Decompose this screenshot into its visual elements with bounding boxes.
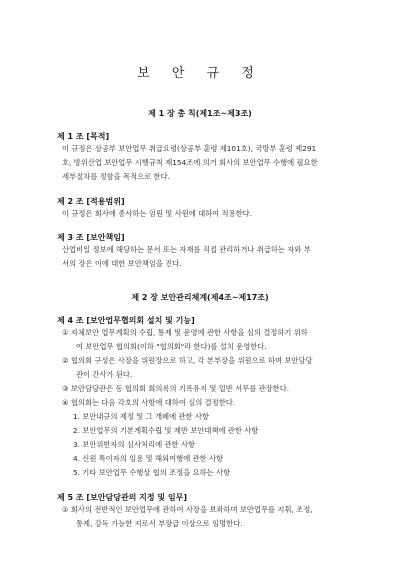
article-2-heading: 제 2 조 [적용범위] (57, 197, 125, 206)
article-4-item: 2. 보안업무의 기본계획수립 및 제반 보안대책에 관한 사항 (73, 426, 259, 435)
article-5-line: ① 회사의 전반적인 보안업무에 관하여 사장을 보좌하며 보안업무를 지휘, 조정, (62, 505, 313, 514)
article-4-item: 5. 기타 보안업무 수행상 협의 조정을 요하는 사항 (73, 468, 231, 477)
article-4-item: 1. 보안내규의 제정 및 그 개폐에 관한 사항 (73, 412, 209, 421)
article-3-line: 서의 장은 이에 대한 보안책임을 진다. (62, 259, 182, 268)
article-4-item: 4. 신원 특이자의 임용 및 해외여행에 관한 사항 (73, 454, 224, 463)
document-title: 보 안 규 정 (137, 66, 263, 81)
article-4-item: 3. 보안위반자의 심사처리에 관한 사항 (73, 440, 195, 449)
article-1-line: 이 규정은 상공부 보안업무 취급요령(상공부 훈령 제101호), 국방부 훈령 제291 (62, 144, 317, 153)
article-1-line: 호, 방위산업 보안업무 시행규칙 제154조에 의거 회사의 보안업무 수행에 필요한 (62, 158, 318, 167)
article-4-line: 관이 간사가 된다. (76, 370, 133, 379)
article-3-heading: 제 3 조 [보안책임] (57, 233, 125, 242)
article-1-heading: 제 1 조 [목적] (57, 132, 110, 141)
chapter-1-heading: 제 1 장 총 칙(제1조~제3조) (148, 109, 252, 118)
article-4-line: ② 협의회 구성은 사장을 위원장으로 하고, 각 본부장을 위원으로 하며 보안담당 (62, 356, 313, 365)
article-5-line: 통제, 감독 가능한 지로서 부장급 이상으로 임명한다. (76, 519, 243, 528)
article-1-line: 세부절차를 정함을 목적으로 한다. (62, 172, 170, 181)
article-4-heading: 제 4 조 [보안업무협의회 설치 및 기능] (57, 316, 195, 325)
article-3-line: 산업비밀 정보에 해당하는 문서 또는 자재를 직접 관리하거나 취급하는 자와 부 (62, 245, 311, 254)
chapter-2-heading: 제 2 장 보안관리체계(제4조~제17조) (131, 293, 269, 302)
article-4-line: ① 자체보안 업무계획의 수립, 통제 및 운영에 관한 사항을 심의 결정하기 위하 (62, 328, 308, 337)
article-4-line: 여 보안업무 협의회(이하 "협의회"라 한다)를 설치 운영한다. (76, 342, 267, 351)
article-2-line: 이 규정은 회사에 종사하는 임원 및 사원에 대하여 적용한다. (62, 209, 253, 218)
article-5-heading: 제 5 조 [보안담당관의 지정 및 임무] (57, 493, 188, 502)
article-4-line: ③ 보안담당관은 동 협의회 회의록의 기록유지 및 일반 서무를 관장한다. (62, 384, 290, 393)
article-4-line: ④ 협의회는 다음 각호의 사항에 대하여 심의 결정한다. (62, 398, 236, 407)
